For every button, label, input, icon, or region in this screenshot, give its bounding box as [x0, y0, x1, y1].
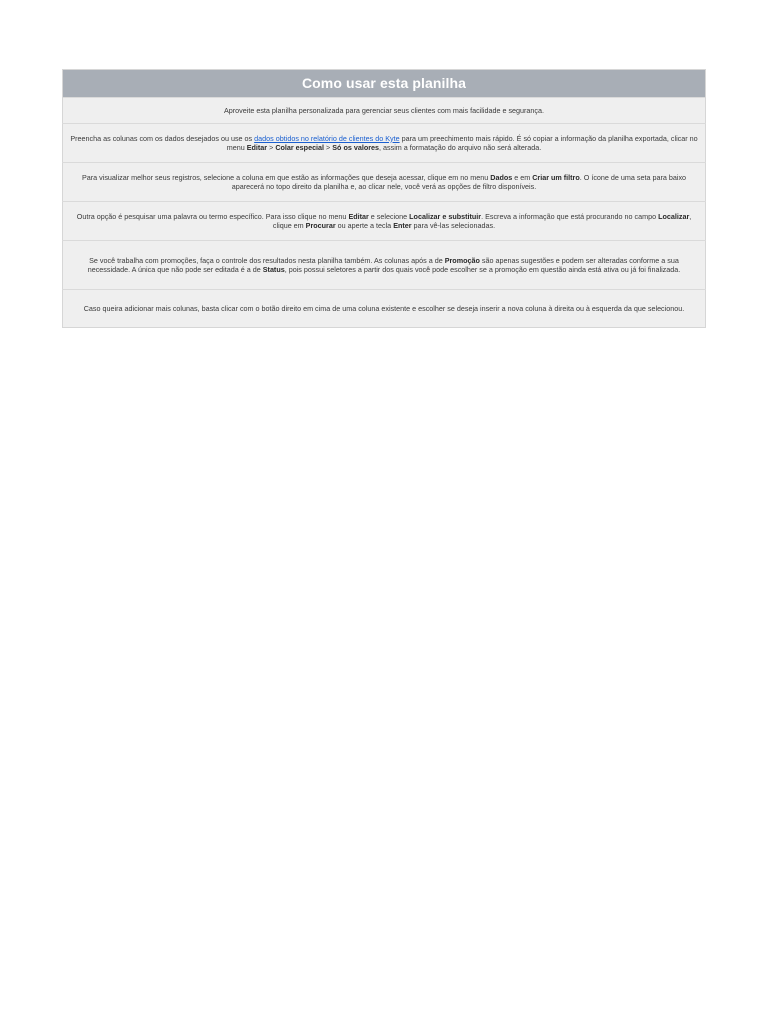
intro-text: Aproveite esta planilha personalizada para gerenciar seus clientes com mais facilidade e segurança. — [63, 97, 705, 123]
menu-name: Localizar — [658, 211, 690, 221]
text-span: ou aperte a tecla — [335, 221, 394, 230]
text-span: para vê-las selecionadas. — [411, 221, 496, 230]
table-row — [63, 97, 706, 124]
promotions-text — [63, 241, 706, 290]
filter-text — [63, 163, 706, 202]
kyte-report-link[interactable]: dados obtidos no relatório de clientes do Kyte — [254, 133, 400, 143]
text-span: , pois possui seletores a partir dos quais você pode escolher se a promoção em questão ainda está ativa ou já foi finalizada. — [284, 265, 681, 274]
instructions-table — [62, 69, 706, 328]
text-span: Para visualizar melhor seus registros, selecione a coluna em que estão as informações que deseja acessar, clique em no menu — [81, 172, 491, 182]
menu-name: Colar especial — [275, 143, 325, 152]
table-row — [63, 290, 706, 328]
text-span: , assim a formatação do arquivo não será alterada. — [379, 143, 542, 152]
add-columns-text: Caso queira adicionar mais colunas, basta clicar com o botão direito em cima de uma coluna existente e escolher se deseja inserir a nova coluna à direita ou à esquerda da que selecionou. — [63, 290, 706, 328]
table-row — [63, 163, 706, 202]
text-span: , clique em — [272, 211, 692, 230]
table-row — [63, 124, 706, 163]
text-span: . Escreva a informação que está procurando no campo — [481, 211, 659, 221]
text-span: e selecione — [368, 211, 410, 221]
text-span: Se você trabalha com promoções, faça o controle dos resultados nesta planilha também. As colunas após a de — [89, 255, 445, 265]
menu-name: Procurar — [305, 221, 336, 230]
page-title: Como usar esta planilha — [63, 70, 706, 98]
column-name: Promoção — [444, 255, 480, 265]
table-row — [63, 241, 706, 290]
menu-name: Só os valores — [332, 143, 380, 152]
header-row — [63, 70, 706, 98]
text-span: . O ícone de uma seta para baixo aparecerá no topo direito da planilha e, ao clicar nele, você verá as opções de filtro disponíveis. — [231, 172, 687, 191]
text-span: Preencha as colunas com os dados desejados ou use os — [70, 133, 255, 143]
search-text — [63, 202, 706, 241]
menu-name: Editar — [348, 211, 369, 221]
column-name: Status — [262, 265, 285, 274]
text-span: > — [267, 143, 276, 152]
menu-name: Enter — [393, 221, 412, 230]
table-row — [63, 202, 706, 241]
text-span: > — [324, 143, 333, 152]
text-span: Outra opção é pesquisar uma palavra ou termo específico. Para isso clique no menu — [76, 211, 349, 221]
menu-name: Criar um filtro — [532, 172, 580, 182]
text-span: e em — [512, 172, 533, 182]
text-span: são apenas sugestões e podem ser alteradas conforme a sua necessidade. A única que não pode ser editada é a de — [87, 255, 679, 274]
text-span: para um preechimento mais rápido. É só copiar a informação da planilha exportada, clicar no menu — [226, 133, 698, 152]
fill-columns-text — [63, 124, 706, 163]
menu-name: Editar — [246, 143, 268, 152]
menu-name: Dados — [490, 172, 513, 182]
menu-name: Localizar e substituir — [409, 211, 482, 221]
